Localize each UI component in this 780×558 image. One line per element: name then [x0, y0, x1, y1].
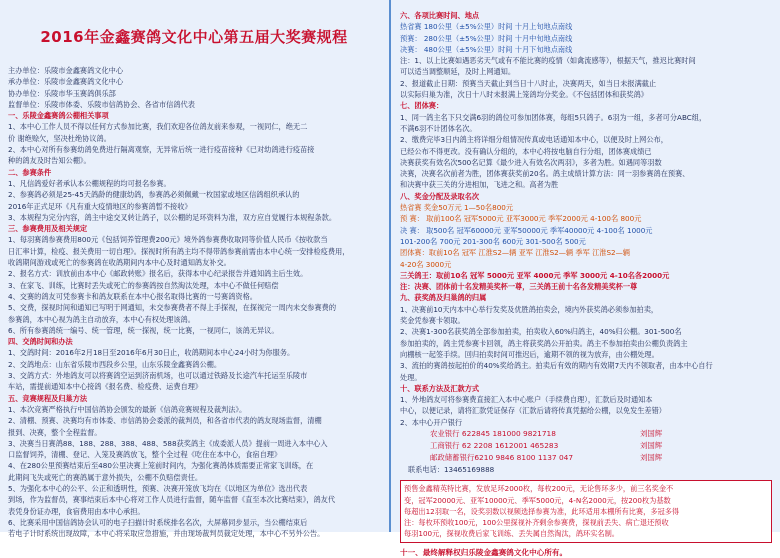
- section-heading: 七、团体赛：: [400, 101, 444, 111]
- text-line: 到场，作为监督员，赛事结束后本中心将对工作人员进行监督，随车监督《直至本次比赛结束》，鸽友代: [8, 495, 336, 505]
- prize-row: 决 赛： 取500名 冠军60000元 亚军50000元 季军40000元 4-100名 1000元: [400, 225, 653, 235]
- section-heading: 一、乐陵金鑫赛鸽公棚相关事项: [8, 111, 109, 121]
- text-line: 1、决赛前10天内本中心举行发奖及优胜鸽拍卖会，境内外获奖鸽必须参加拍卖，: [400, 304, 659, 314]
- prize-row: 101-200名 700元 201-300名 600元 301-500名 500元: [400, 236, 586, 246]
- final-statement: 十一、最终解释权归乐陵金鑫赛鸽文化中心所有。: [400, 547, 568, 557]
- text-line: 6、比赛采用中国信鸽协会认可的电子扫描计时系统排名名次，大屏幕同步显示，当公棚结束后: [8, 517, 308, 527]
- text-line: 3、交鸽方式：外地鸽友可以将赛鸽空运到济南机场，也可以通过铁路及长途汽车托运至乐陵市: [8, 371, 308, 381]
- text-line: 已经公布不得更改。没有确认分组的，本中心将按电脑自行分组，团体赛成绩已: [400, 146, 652, 156]
- text-line: 和决赛中获三关的分进相加，飞进之和。高者为胜: [400, 180, 559, 190]
- bank-account-number: 邮政储蓄银行6210 9846 8100 1137 047: [430, 452, 574, 462]
- text-line: 1、每羽赛鸽参赛费用800元《包括饲养管理费200元》境外鸽参赛费收取同等价值人民币《按收款当: [8, 235, 328, 245]
- section-heading: 五、竞赛规程及归巢方法: [8, 393, 88, 403]
- prize-row: 预 赛： 取前100名 冠军5000元 亚军3000元 季军2000元 4-100名 800元: [400, 214, 642, 224]
- left-body: [8, 110, 380, 539]
- text-line: 若电子计时系统出现故障，本中心将采取应急措施，并由现场裁判员裁定处理，本中心不另外公告。: [8, 529, 325, 539]
- org-organizer: 承办单位：乐陵市金鑫赛鸽文化中心: [8, 77, 124, 87]
- section-heading: 二、参赛条件: [8, 167, 52, 177]
- bank-account-holder: 刘国辉: [640, 440, 663, 450]
- bank-account-holder: 刘国辉: [640, 428, 663, 438]
- text-line: 口监督饲养，清棚、登记、入笼及赛鸽放飞，整个全过程《吃住在本中心，食宿自理》: [8, 450, 282, 460]
- text-line: 2、本中心开户银行: [400, 417, 463, 427]
- text-line: 日汇率计算，检疫、报关费用一切自理》。探视时所有鸽主均不得带鸽参赛前需由本中心统一安排检疫费用，: [8, 246, 350, 256]
- text-line: 决赛： 480公里（±5%公里）时间 十月下旬地点南线: [400, 44, 573, 54]
- presale-notice: [400, 480, 772, 542]
- text-line: 1、外地鸽友可将参赛费直接汇入本中心账户（手续费自理），汇款后及时通知本: [400, 395, 653, 405]
- text-line: 参赛鸽，本中心视为鸽主自动放弃，本中心有权处理该鸽。: [8, 314, 195, 324]
- text-line: 1、本次竞赛严格执行中国信鸽协会颁发的最新《信鸽竞赛规程及裁判法》。: [8, 404, 247, 414]
- text-line: 表凭身份证办理，食宿费用由本中心承担。: [8, 506, 145, 516]
- text-line: 2、参赛鸽必须是25-45天鸽龄的健康幼鸽，参赛鸽必须佩戴一枚国家或地区信鸽组织承认的: [8, 190, 300, 200]
- notice-line: 每超出12羽取一名，设奖羽数以视频选择参赛为准，此环适用本棚所有比赛，多冠多得: [404, 506, 680, 516]
- bank-account-number: 工商银行 62 2208 1612001 465283: [430, 440, 559, 450]
- bank-list: [400, 428, 772, 464]
- text-line: 3、流拍的赛鸽按起拍价的40%奖给鸽主。拍卖后有效的期内有效期7天内不领取者，由本中心自行: [400, 361, 713, 371]
- section-heading: 八、奖金分配及录取名次: [400, 191, 480, 201]
- text-line: 5、交费，探视时间和通知已写明于网通知，未交参赛费者不得上手探视，在探视完一周内未交参赛费的: [8, 303, 337, 313]
- text-line: 2、决赛1-300名获奖鸽全部参加拍卖，拍卖收入60%归鸽主，40%归公棚。301-500名: [400, 327, 682, 337]
- text-line: 1、同一鸽主名下只交满6羽的鸽位可参加团体赛，每组5只鸽子。6羽为一组，多者可分ABC组，: [400, 112, 707, 122]
- text-line: 中心，以便记录，请将汇款凭证保存（汇款后请将传真凭据给公棚，以免发生差错）: [400, 406, 666, 416]
- text-line: 1、本中心工作人员不得以任何方式参加比赛，我们欢迎各位鸽友前来参观，一视同仁，绝无二: [8, 122, 308, 132]
- org-co: 协办单位：乐陵市华玉赛鸽俱乐部: [8, 88, 116, 98]
- prize-table: [400, 202, 772, 270]
- prize-row: 热省赛 奖金50万元 1—50名800元: [400, 203, 514, 213]
- text-line: 种的鸽友及时告知公棚》。: [8, 156, 91, 166]
- text-line: 不满6羽不计团体名次。: [400, 123, 477, 133]
- text-line: 2、清棚、预赛、决赛均有市体委、市信鸽协会委派的裁判员，和各省市代表的鸽友现场监督，清棚: [8, 416, 322, 426]
- section-heading: 三关鸽王：取前10名 冠军 5000元 亚军 4000元 季军 3000元 4-10名各2000元: [400, 270, 670, 280]
- notice-line: 注：每枚环预收100元，100公里探视补齐剩余参赛费，探视前丢失、病亡退还预收: [404, 518, 669, 528]
- bank-account-number: 农业银行 622845 181000 9821718: [430, 428, 556, 438]
- text-line: 决赛，决赛名次前者为胜，团体赛获奖前20名。鸽主成绩计算方法：同一羽参赛鸽在预赛、: [400, 169, 690, 179]
- document-title: 2016年金鑫赛鸽文化中心第五届大奖赛规程: [40, 28, 348, 46]
- prize-row: 团体赛：取前10名 冠军 江淮S2—辆 亚军 江淮S2—辆 季军 江淮S2—辆: [400, 248, 630, 258]
- section-heading: 注：决赛、团体前十名发精美奖杯一尊，三关鸽王前十名各发精美奖杯一尊: [400, 282, 638, 292]
- right-body-mid: [400, 270, 772, 428]
- text-line: 3、决赛当日赛鸽88、188、288、388、488、588获奖鸽主《成委派人员》提前一周进入本中心入: [8, 438, 328, 448]
- text-line: 2、报道截止日期：预赛当天截止到当日十八时止，决赛两天，如当日未报满截止: [400, 78, 657, 88]
- text-line: 报到、决赛，整个全程监督。: [8, 427, 102, 437]
- text-line: 参加拍卖的，鸽主凭参赛卡回领，鸽主将获奖鸽公开拍卖。鸽主不参加拍卖由公棚负责鸽主: [400, 338, 688, 348]
- text-line: 3、在家飞、训练，比赛时丢失或死亡的参赛鸽按自然淘汰处理，本中心不做任何赔偿: [8, 280, 279, 290]
- bank-account: [400, 452, 772, 464]
- text-line: 注：1、以上比赛如遇恶劣天气或有不能比赛的疫情（如禽流感等），根据天气，推迟比赛时间: [400, 56, 696, 66]
- org-host: 主办单位：乐陵市金鑫赛鸽文化中心: [8, 66, 124, 75]
- left-column: [0, 0, 390, 539]
- text-line: 收鸽期间游戏或死亡的参赛鸽在收鸽期间内本中心及时通知鸽友补交。: [8, 258, 231, 268]
- text-line: 可以适当调整顺延，及时上网通知。: [400, 67, 516, 77]
- bank-account-holder: 刘国辉: [640, 452, 663, 462]
- text-line: 决赛获奖有效名次500名记算《最少进入有效名次两羽》，多者为胜。如遇同等羽数: [400, 157, 662, 167]
- bank-account: [400, 440, 772, 452]
- text-line: 2016年正式足环《凡有重大疫情地区的参赛鸽暂不接收》: [8, 201, 192, 211]
- section-heading: 九、获奖鸽及归巢鸽的归属: [400, 293, 487, 303]
- text-line: 2、本中心对所有参赛幼鸽免费进行隔离观察，无异常后统一进行疫苗接种《已对幼鸽进行疫苗接: [8, 145, 315, 155]
- text-line: 此期间飞失或死亡的赛鸽属于意外损失，公棚不负赔偿责任。: [8, 472, 203, 482]
- right-column: [392, 0, 780, 557]
- section-heading: 四、交鸽时间和办法: [8, 337, 73, 347]
- phone-number: 联系电话：13465169888: [408, 464, 495, 474]
- section-heading: 三、参赛费用及相关规定: [8, 224, 88, 234]
- right-body-top: [400, 10, 772, 202]
- notice-line: 变，冠军20000元、亚军10000元、季军5000元，4-N名2000元，按200枚为基数: [404, 495, 671, 505]
- prize-row: 4-20名 3000元: [400, 259, 452, 269]
- org-supervise: 监督单位：乐陵市体委、乐陵市信鸽协会、各省市信鸽代表: [8, 99, 195, 109]
- text-line: 以实际归巢为准，次日十八时未报满上笼鸽均分奖金。《不包括团体和获奖鸽》: [400, 90, 648, 100]
- bank-account: [400, 428, 772, 440]
- text-line: 3、本规程为完分内容，鸽主中途交叉转让鸽子，以公棚的足环资料为准，双方应自觉履行本规程条款。: [8, 212, 337, 222]
- text-line: 2、交鸽地点：山东省乐陵市西段乡公里，山东乐陵金鑫赛鸽公棚。: [8, 359, 222, 369]
- text-line: 6、所有参赛鸽统一编号、统一管理，统一探视，统一比赛，一视同仁，该鸽无异议。: [8, 325, 279, 335]
- text-line: 价 谢绝赊欠，坚决杜绝协议鸽。: [8, 133, 111, 143]
- text-line: 4、在280公里预赛结束后至480公里决赛上笼前时间内，为强化赛鸽体质需要正常家飞训练，在: [8, 461, 314, 471]
- text-line: 2、报名方式：训放前由本中心《邮政转账》报名后，获得本中心纪录报告并通知鸽主后生效。: [8, 269, 308, 279]
- section-heading: 十、联系方法及汇款方式: [400, 383, 480, 393]
- text-line: 处理。: [400, 372, 422, 382]
- text-line: 预赛： 280公里（±5%公里）时间 十月中旬地点南线: [400, 33, 573, 43]
- text-line: 2、缴费完毕3日内鸽主将详细分组情况传真或电话通知本中心，以便及时上网公布，: [400, 135, 668, 145]
- text-line: 1、凡信鸽爱好者承认本公棚规程的均可报名参赛。: [8, 178, 171, 188]
- text-line: 热省赛 180公里（±5%公里）时间 十月上旬地点南线: [400, 22, 573, 32]
- text-line: 4、交赛的鸽友可凭参赛卡和鸽友联系在本中心报名取得比赛的一号赛鸽资格。: [8, 291, 257, 301]
- notice-line: 预售金鑫精英特比赛，发放足环2000枚，每枚200元，无论售环多少，前三名奖金不: [404, 484, 674, 494]
- text-line: 奖金凭参赛卡领取。: [400, 316, 465, 326]
- text-line: 5、为强化本中心的公平、公正和透明性，预赛、决赛开笼放飞均在《以地区为单位》选出代表: [8, 483, 308, 493]
- section-heading: 六、各项比赛时间、地点: [400, 11, 480, 20]
- notice-line: 每羽100元，探视收费后家飞训练、丢失属自然淘汰，鸽环实名制。: [404, 529, 619, 539]
- text-line: 车站，需提前通知本中心接鸽《报名费、检疫费、运费自理》: [8, 382, 203, 392]
- text-line: 向棚核一起签手续。回归拍卖时间可推迟后，逾期不领的视为放弃，由公棚处理。: [400, 349, 659, 359]
- text-line: 1、交鸽时间：2016年2月18日至2016年6月30日止，收鸽期间本中心24小时为你服务。: [8, 348, 295, 358]
